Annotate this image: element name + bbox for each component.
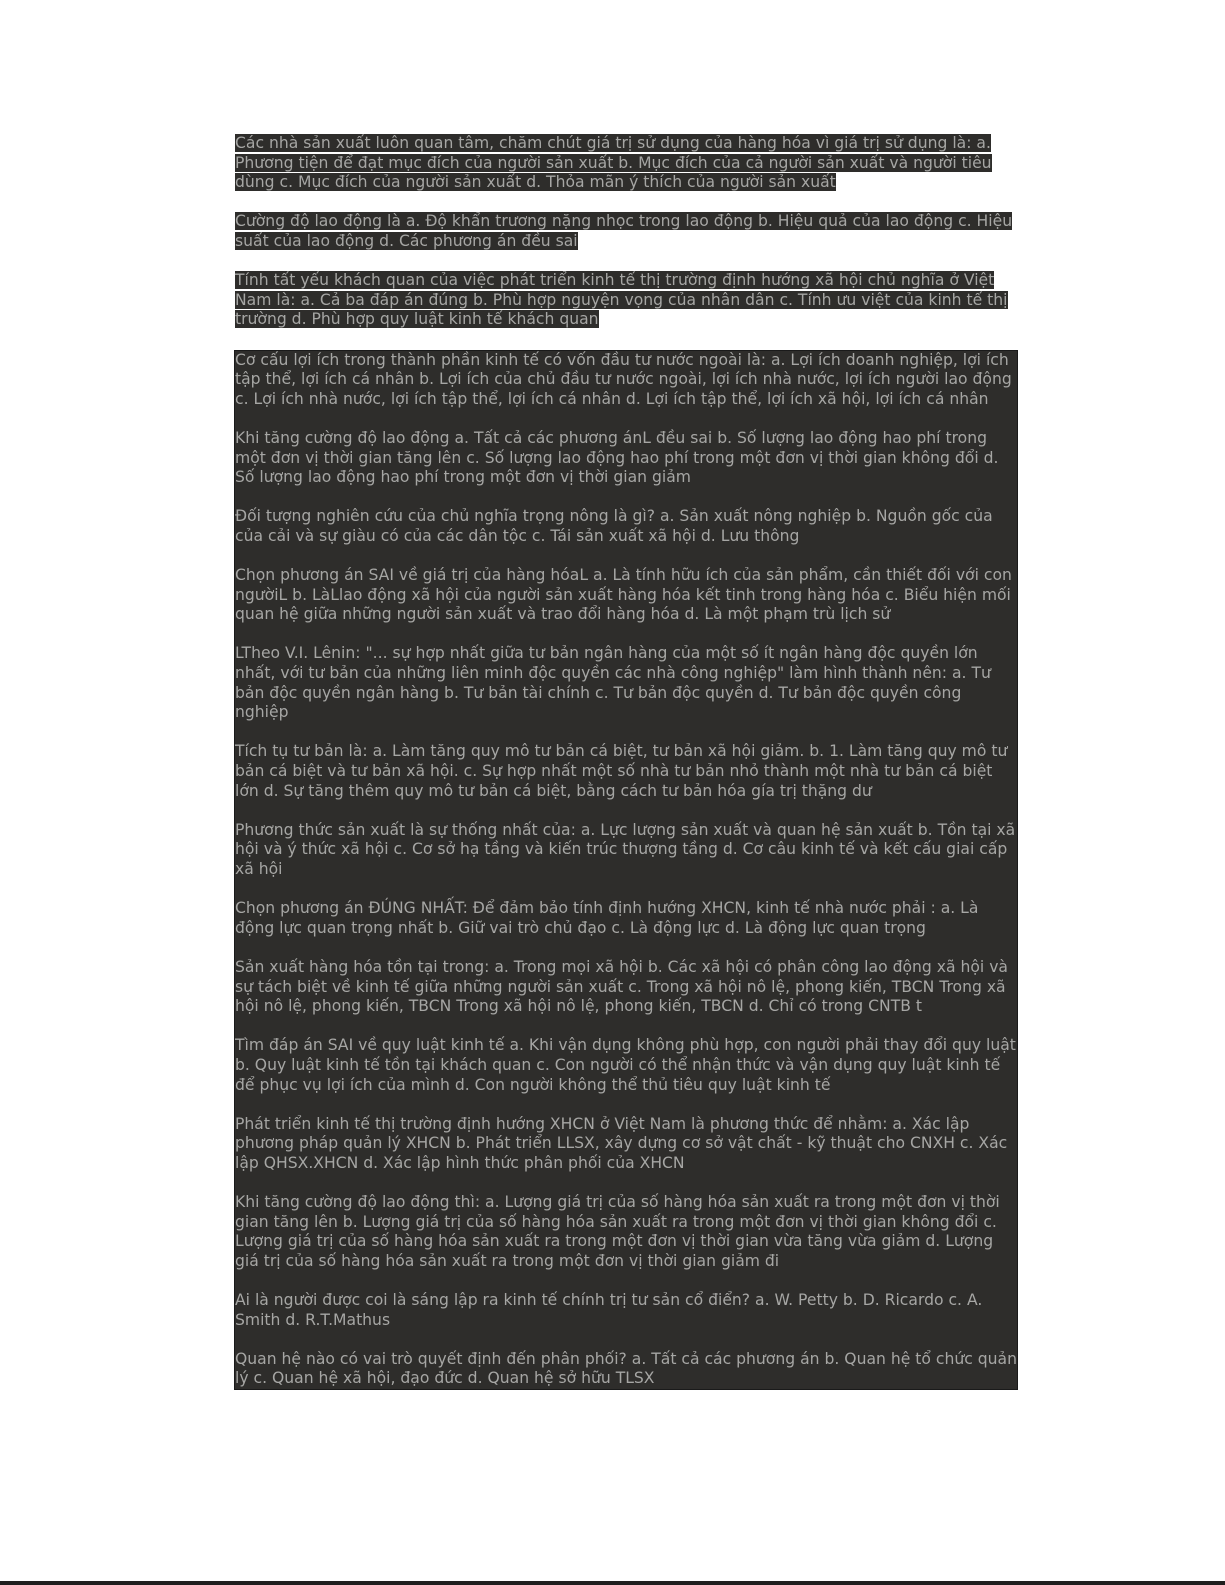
question-paragraph: Phương thức sản xuất là sự thống nhất của: a. Lực lượng sản xuất và quan hệ sản xuất b. Tồn tại xã hội và ý thức xã hội c. Cơ sở hạ tầng và kiến trúc thượng tầng d. Cơ câu kinh tế và kết cấu giai cấp xã hội — [235, 820, 1016, 878]
question-paragraph: Tích tụ tư bản là: a. Làm tăng quy mô tư bản cá biệt, tư bản xã hội giảm. b. 1. Làm tăng quy mô tư bản cá biệt và tư bản xã hội. c. Sự hợp nhất một số nhà tư bản nhỏ thành một nhà tư bản cá biệt lớn d. Sự tăng thêm quy mô tư bản cá biệt, bằng cách tư bản hóa gía trị thặng dư — [235, 742, 1008, 800]
question-paragraph: Sản xuất hàng hóa tồn tại trong: a. Trong mọi xã hội b. Các xã hội có phân công lao động xã hội và sự tách biệt về kinh tế giữa những người sản xuất c. Trong xã hội nô lệ, phong kiến, TBCN Trong xã hội nô lệ, phong kiến, TBCN Trong xã hội nô lệ, phong kiến, TBCN d. Chỉ có trong CNTB t — [235, 957, 1008, 1016]
question-paragraph: Đối tượng nghiên cứu của chủ nghĩa trọng nông là gì? a. Sản xuất nông nghiệp b. Nguồn gốc của của cải và sự giàu có của các dân tộc c. Tái sản xuất xã hội d. Lưu thông — [235, 507, 993, 545]
page-bottom-edge — [0, 1581, 1225, 1585]
question-paragraph: Tìm đáp án SAI về quy luật kinh tế a. Khi vận dụng không phù hợp, con người phải thay đổi quy luật b. Quy luật kinh tế tồn tại khách quan c. Con người có thể nhận thức và vận dụng quy luật kinh tế để phục vụ lợi ích của mình d. Con người không thể thủ tiêu quy luật kinh tế — [235, 1036, 1016, 1094]
question-paragraph: Cơ cấu lợi ích trong thành phần kinh tế có vốn đầu tư nước ngoài là: a. Lợi ích doanh nghiệp, lợi ích tập thể, lợi ích cá nhân b. Lợi ích của chủ đầu tư nước ngoài, lợi ích nhà nước, lợi ích người lao động c. Lợi ích nhà nước, lợi ích tập thể, lợi ích cá nhân d. Lợi ích tập thể, lợi ích xã hội, lợi ích cá nhân — [235, 350, 1012, 408]
highlighted-text[interactable]: Cường độ lao động là a. Độ khẩn trương nặng nhọc trong lao động b. Hiệu quả của lao động c. Hiệu suất của lao động d. Các phương án đều sai — [235, 212, 1013, 250]
question-paragraph: Phát triển kinh tế thị trường định hướng XHCN ở Việt Nam là phương thức để nhằm: a. Xác lập phương pháp quản lý XHCN b. Phát triển LLSX, xây dựng cơ sở vật chất - kỹ thuật cho CNXH c. Xác lập QHSX.XHCN d. Xác lập hình thức phân phối của XHCN — [235, 1114, 1008, 1172]
selected-text-block[interactable] — [234, 350, 1018, 1390]
highlighted-text[interactable]: Các nhà sản xuất luôn quan tâm, chăm chút giá trị sử dụng của hàng hóa vì giá trị sử dụng là: a. Phương tiện để đạt mục đích của người sản xuất b. Mục đích của cả người sản xuất và người tiêu dùng c. Mục đích của người sản xuất d. Thỏa mãn ý thích của người sản xuất — [235, 134, 992, 192]
question-paragraph — [235, 271, 1018, 330]
question-paragraph: LTheo V.I. Lênin: "... sự hợp nhất giữa tư bản ngân hàng của một số ít ngân hàng độc quyền lớn nhất, với tư bản của những liên minh độc quyền các nhà công nghiệp" làm hình thành nên: a. Tư bản độc quyền ngân hàng b. Tư bản tài chính c. Tư bản độc quyền d. Tư bản độc quyền công nghiệp — [235, 644, 991, 722]
question-paragraph — [235, 134, 1018, 193]
question-paragraph: Khi tăng cường độ lao động a. Tất cả các phương ánL đều sai b. Số lượng lao động hao phí trong một đơn vị thời gian tăng lên c. Số lượng lao động hao phí trong một đơn vị thời gian không đổi d. Số lượng lao động hao phí trong một đơn vị thời gian giảm — [235, 428, 999, 487]
question-paragraph: Chọn phương án SAI về giá trị của hàng hóaL a. Là tính hữu ích của sản phẩm, cần thiết đối với con ngườiL b. LàLlao động xã hội của người sản xuất hàng hóa kết tinh trong hàng hóa c. Biểu hiện mối quan hệ giữa những người sản xuất và trao đổi hàng hóa d. Là một phạm trù lịch sử — [235, 566, 1012, 624]
question-paragraph — [235, 212, 1018, 251]
question-paragraph: Quan hệ nào có vai trò quyết định đến phân phối? a. Tất cả các phương án b. Quan hệ tổ chức quản lý c. Quan hệ xã hội, đạo đức d. Quan hệ sở hữu TLSX — [235, 1349, 1017, 1388]
question-paragraph: Ai là người được coi là sáng lập ra kinh tế chính trị tư sản cổ điển? a. W. Petty b. D. Ricardo c. A. Smith d. R.T.Mathus — [235, 1291, 983, 1329]
question-paragraph: Chọn phương án ĐÚNG NHẤT: Để đảm bảo tính định hướng XHCN, kinh tế nhà nước phải : a. Là động lực quan trọng nhất b. Giữ vai trò chủ đạo c. Là động lực d. Là động lực quan trọng — [235, 899, 979, 937]
highlighted-text[interactable]: Tính tất yếu khách quan của việc phát triển kinh tế thị trường định hướng xã hội chủ nghĩa ở Việt Nam là: a. Cả ba đáp án đúng b. Phù hợp nguyện vọng của nhân dân c. Tính ưu việt của kinh tế thị trường d. Phù hợp quy luật kinh tế khách quan — [235, 271, 1008, 329]
document-content — [235, 134, 1018, 1390]
question-paragraph: Khi tăng cường độ lao động thì: a. Lượng giá trị của số hàng hóa sản xuất ra trong một đơn vị thời gian tăng lên b. Lượng giá trị của số hàng hóa sản xuất ra trong một đơn vị thời gian không đổi c. Lượng giá trị của số hàng hóa sản xuất ra trong một đơn vị thời gian vừa tăng vừa giảm d. Lượng giá trị của số hàng hóa sản xuất ra trong một đơn vị thời gian giảm đi — [235, 1193, 1000, 1270]
